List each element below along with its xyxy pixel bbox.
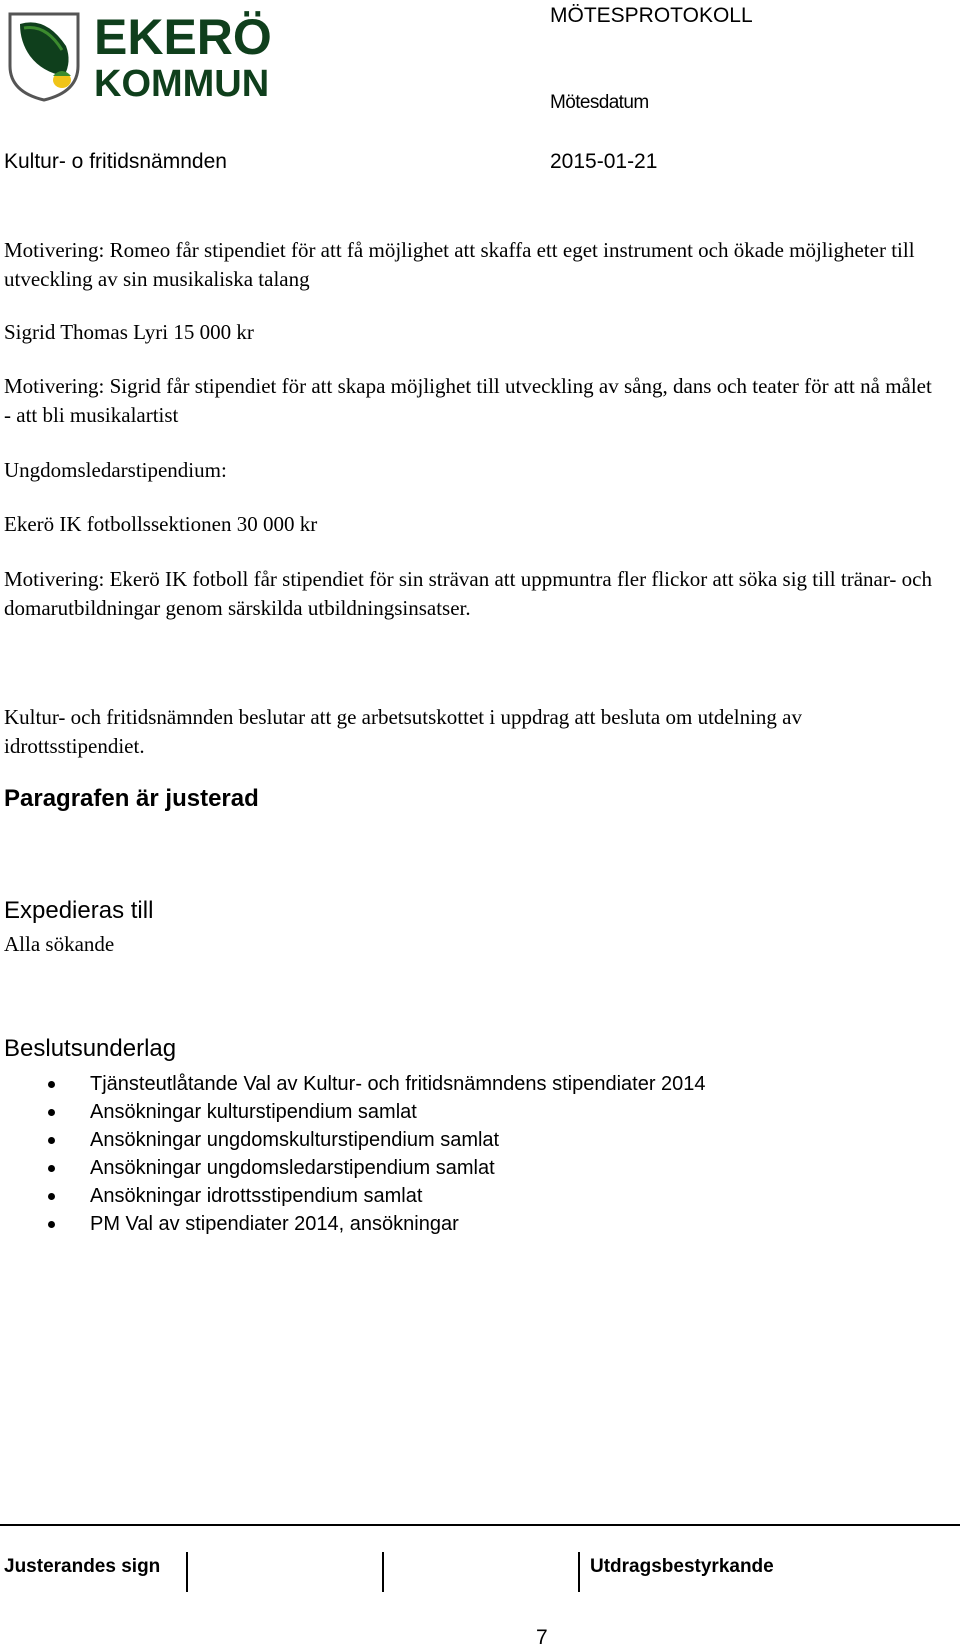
logo-wordmark-bottom: KOMMUN bbox=[94, 63, 270, 102]
logo-wordmark-top: EKERÖ bbox=[94, 9, 272, 65]
list-item-text: Ansökningar kulturstipendium samlat bbox=[90, 1101, 417, 1123]
meeting-date-label: Mötesdatum bbox=[550, 92, 649, 113]
motivation-ekero-ik: Motivering: Ekerö IK fotboll får stipendiet för sin strävan att uppmuntra fler flickor att söka sig till tränar- och domarutbildningar genom särskilda utbildningsinsatser. bbox=[4, 567, 932, 620]
bullet-icon bbox=[48, 1137, 55, 1144]
bullet-icon bbox=[48, 1193, 55, 1200]
recipient-ekero-ik: Ekerö IK fotbollssektionen 30 000 kr bbox=[4, 512, 318, 536]
decision-basis-heading: Beslutsunderlag bbox=[4, 1035, 177, 1062]
list-item bbox=[48, 1154, 706, 1182]
recipient-sigrid: Sigrid Thomas Lyri 15 000 kr bbox=[4, 320, 254, 344]
signature-box-divider bbox=[382, 1552, 384, 1592]
dispatch-recipient: Alla sökande bbox=[4, 932, 115, 956]
list-item bbox=[48, 1182, 706, 1210]
committee-name: Kultur- o fritidsnämnden bbox=[4, 150, 227, 173]
list-item-text: Ansökningar ungdomsledarstipendium samlat bbox=[90, 1157, 495, 1179]
signer-label: Justerandes sign bbox=[4, 1556, 161, 1577]
bullet-icon bbox=[48, 1081, 55, 1088]
bullet-icon bbox=[48, 1165, 55, 1172]
list-item bbox=[48, 1070, 706, 1098]
document-type: MÖTESPROTOKOLL bbox=[550, 4, 753, 27]
dispatch-heading: Expedieras till bbox=[4, 897, 154, 924]
list-item-text: Tjänsteutlåtande Val av Kultur- och fritidsnämndens stipendiater 2014 bbox=[90, 1073, 706, 1095]
coat-of-arms-icon bbox=[6, 6, 276, 102]
footer-divider bbox=[0, 1524, 960, 1526]
list-item bbox=[48, 1098, 706, 1126]
page-number: 7 bbox=[536, 1626, 548, 1649]
motivation-romeo: Motivering: Romeo får stipendiet för att få möjlighet att skaffa ett eget instrument och ökade möjligheter till utveckling av sin musikaliska talang bbox=[4, 238, 915, 291]
paragraph-adjusted-heading: Paragrafen är justerad bbox=[4, 785, 259, 812]
meeting-date: 2015-01-21 bbox=[550, 150, 658, 173]
signature-box-divider bbox=[186, 1552, 188, 1592]
signature-box-divider bbox=[578, 1552, 580, 1592]
bullet-icon bbox=[48, 1109, 55, 1116]
bullet-icon bbox=[48, 1221, 55, 1228]
list-item bbox=[48, 1126, 706, 1154]
list-item-text: Ansökningar idrottsstipendium samlat bbox=[90, 1185, 423, 1207]
decision-basis-list bbox=[48, 1070, 706, 1238]
list-item-text: PM Val av stipendiater 2014, ansökningar bbox=[90, 1213, 459, 1235]
list-item-text: Ansökningar ungdomskulturstipendium samlat bbox=[90, 1129, 500, 1151]
list-item bbox=[48, 1210, 706, 1238]
motivation-sigrid: Motivering: Sigrid får stipendiet för att skapa möjlighet till utveckling av sång, dans och teater för att nå målet - att bli musikalartist bbox=[4, 374, 932, 427]
youth-leader-scholarship-heading: Ungdomsledarstipendium: bbox=[4, 458, 227, 482]
decision-text: Kultur- och fritidsnämnden beslutar att ge arbetsutskottet i uppdrag att besluta om utdelning av idrottsstipendiet. bbox=[4, 705, 802, 758]
extract-certification-label: Utdragsbestyrkande bbox=[590, 1556, 774, 1577]
ekero-kommun-logo bbox=[6, 6, 276, 102]
